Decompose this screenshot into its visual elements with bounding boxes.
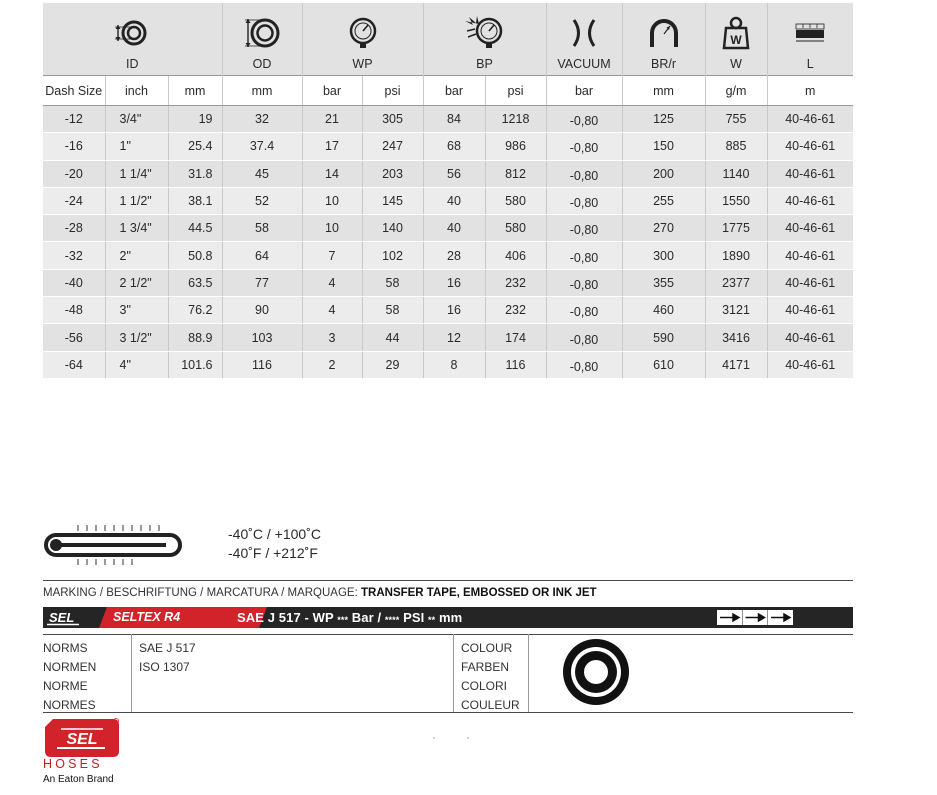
table-cell: 203 xyxy=(362,160,423,187)
bend-radius-header xyxy=(622,3,705,76)
unit-cell: bar xyxy=(302,76,362,106)
table-cell: 885 xyxy=(705,133,767,160)
table-cell: 3 xyxy=(302,324,362,351)
norms-label: NORMES xyxy=(43,698,96,712)
table-row xyxy=(43,133,853,160)
table-cell: -0,80 xyxy=(546,133,622,160)
id-label: ID xyxy=(126,57,139,71)
norms-divider xyxy=(453,634,454,712)
table-cell: 58 xyxy=(362,269,423,296)
table-cell: -12 xyxy=(43,106,105,133)
norms-divider xyxy=(131,634,132,712)
table-cell: 40-46-61 xyxy=(767,351,853,378)
unit-cell: mm xyxy=(222,76,302,106)
table-cell: 40-46-61 xyxy=(767,160,853,187)
table-cell: 84 xyxy=(423,106,485,133)
norms-label: NORMS xyxy=(43,641,88,655)
mm-stars: ** xyxy=(428,615,436,625)
marking-divider xyxy=(43,580,853,581)
table-cell: -64 xyxy=(43,351,105,378)
unit-cell: m xyxy=(767,76,853,106)
table-cell: 174 xyxy=(485,324,546,351)
mm-unit: mm xyxy=(438,610,463,625)
vacuum-label: VACUUM xyxy=(557,57,611,71)
table-cell: 101.6 xyxy=(168,351,222,378)
table-cell: 90 xyxy=(222,297,302,324)
colour-label: COULEUR xyxy=(461,698,520,712)
table-cell: 3121 xyxy=(705,297,767,324)
table-cell: 4 xyxy=(302,297,362,324)
norms-bottom-border xyxy=(43,712,853,713)
norms-top-border xyxy=(43,634,853,635)
product-name: SELTEX R4 xyxy=(113,610,181,624)
table-cell: 1 1/2" xyxy=(105,187,168,214)
table-cell: 7 xyxy=(302,242,362,269)
table-cell: 986 xyxy=(485,133,546,160)
table-cell: -28 xyxy=(43,215,105,242)
table-cell: 28 xyxy=(423,242,485,269)
table-cell: 40 xyxy=(423,187,485,214)
table-cell: 16 xyxy=(423,269,485,296)
spec-table xyxy=(43,3,853,379)
table-cell: 1890 xyxy=(705,242,767,269)
sel-logo xyxy=(43,717,121,759)
table-cell: 255 xyxy=(622,187,705,214)
marking-text xyxy=(43,587,597,599)
table-cell: 200 xyxy=(622,160,705,187)
table-cell: 3/4" xyxy=(105,106,168,133)
table-cell: 125 xyxy=(622,106,705,133)
table-cell: 40 xyxy=(423,215,485,242)
table-cell: 580 xyxy=(485,187,546,214)
table-cell: 1218 xyxy=(485,106,546,133)
table-row xyxy=(43,242,853,269)
table-cell: 25.4 xyxy=(168,133,222,160)
table-cell: 8 xyxy=(423,351,485,378)
od-ring-icon xyxy=(241,15,283,51)
table-cell: 300 xyxy=(622,242,705,269)
burst-gauge-icon xyxy=(461,15,509,51)
table-cell: 40-46-61 xyxy=(767,215,853,242)
table-cell: 355 xyxy=(622,269,705,296)
table-cell: 590 xyxy=(622,324,705,351)
norms-divider xyxy=(528,634,529,712)
table-cell: 1 3/4" xyxy=(105,215,168,242)
table-cell: 31.8 xyxy=(168,160,222,187)
table-cell: 44 xyxy=(362,324,423,351)
table-cell: 4 xyxy=(302,269,362,296)
table-row xyxy=(43,351,853,378)
psi-unit: PSI xyxy=(403,610,425,625)
table-cell: 21 xyxy=(302,106,362,133)
bend-radius-icon xyxy=(647,17,681,49)
norms-label: NORME xyxy=(43,679,88,693)
svg-text:SEL: SEL xyxy=(66,731,98,748)
table-cell: 45 xyxy=(222,160,302,187)
unit-cell: bar xyxy=(423,76,485,106)
table-cell: 232 xyxy=(485,269,546,296)
table-cell: 1" xyxy=(105,133,168,160)
table-cell: 77 xyxy=(222,269,302,296)
table-row xyxy=(43,269,853,296)
table-cell: -40 xyxy=(43,269,105,296)
table-cell: 145 xyxy=(362,187,423,214)
table-cell: 406 xyxy=(485,242,546,269)
table-cell: 50.8 xyxy=(168,242,222,269)
table-cell: -0,80 xyxy=(546,187,622,214)
table-cell: 1775 xyxy=(705,215,767,242)
norms-label: NORMEN xyxy=(43,660,97,674)
weight-label: W xyxy=(730,57,742,71)
table-cell: 37.4 xyxy=(222,133,302,160)
table-cell: 56 xyxy=(423,160,485,187)
wp-stars: *** xyxy=(337,615,349,625)
table-cell: 2 xyxy=(302,351,362,378)
norms-value: SAE J 517 xyxy=(139,641,196,655)
table-cell: 610 xyxy=(622,351,705,378)
bp-header xyxy=(423,3,546,76)
table-cell: 32 xyxy=(222,106,302,133)
brand-tagline: An Eaton Brand xyxy=(43,774,114,785)
unit-cell: mm xyxy=(622,76,705,106)
table-row xyxy=(43,187,853,214)
wp-label: WP xyxy=(352,57,373,71)
unit-cell: g/m xyxy=(705,76,767,106)
norms-value: ISO 1307 xyxy=(139,660,190,674)
table-cell: -16 xyxy=(43,133,105,160)
pressure-gauge-icon xyxy=(346,16,380,50)
vacuum-icon xyxy=(567,18,601,48)
unit-cell: psi xyxy=(362,76,423,106)
table-cell: 38.1 xyxy=(168,187,222,214)
temperature-celsius: -40˚C / +100˚C xyxy=(228,526,321,542)
table-cell: 58 xyxy=(362,297,423,324)
bar-unit: Bar / xyxy=(351,610,382,625)
table-cell: 247 xyxy=(362,133,423,160)
table-cell: -0,80 xyxy=(546,351,622,378)
table-cell: 17 xyxy=(302,133,362,160)
table-cell: 3416 xyxy=(705,324,767,351)
table-cell: -0,80 xyxy=(546,160,622,187)
table-row xyxy=(43,160,853,187)
table-cell: 29 xyxy=(362,351,423,378)
table-cell: 44.5 xyxy=(168,215,222,242)
unit-cell: inch xyxy=(105,76,168,106)
sel-mini-logo-icon xyxy=(43,607,99,628)
std-prefix: SAE J 517 - WP xyxy=(237,610,334,625)
svg-text:W: W xyxy=(730,33,742,47)
weight-icon xyxy=(721,16,751,50)
table-cell: 1550 xyxy=(705,187,767,214)
table-cell: 12 xyxy=(423,324,485,351)
direction-arrows-icon xyxy=(717,610,793,625)
table-cell: 2" xyxy=(105,242,168,269)
table-cell: -24 xyxy=(43,187,105,214)
table-cell: 1140 xyxy=(705,160,767,187)
table-cell: -0,80 xyxy=(546,106,622,133)
table-cell: 2377 xyxy=(705,269,767,296)
table-cell: 116 xyxy=(222,351,302,378)
svg-text:SEL: SEL xyxy=(49,610,75,625)
marking-label: MARKING / BESCHRIFTUNG / MARCATURA / MARQUAGE: xyxy=(43,587,358,599)
table-cell: 150 xyxy=(622,133,705,160)
brand-name: HOSES xyxy=(43,757,103,771)
colour-label: COLOUR xyxy=(461,641,513,655)
decorative-dots xyxy=(432,736,482,740)
hose-cross-section-icon xyxy=(562,638,630,706)
marking-standard xyxy=(237,610,462,625)
norms-labels xyxy=(43,639,96,715)
table-cell: -0,80 xyxy=(546,242,622,269)
table-cell: 4" xyxy=(105,351,168,378)
unit-cell: mm xyxy=(168,76,222,106)
table-cell: 812 xyxy=(485,160,546,187)
wp-header xyxy=(302,3,423,76)
table-cell: 40-46-61 xyxy=(767,297,853,324)
table-cell: 88.9 xyxy=(168,324,222,351)
id-ring-icon xyxy=(112,18,152,48)
table-body xyxy=(43,106,853,379)
od-header xyxy=(222,3,302,76)
table-cell: -20 xyxy=(43,160,105,187)
table-row xyxy=(43,106,853,133)
table-row xyxy=(43,297,853,324)
table-cell: 103 xyxy=(222,324,302,351)
table-cell: 63.5 xyxy=(168,269,222,296)
table-cell: 40-46-61 xyxy=(767,324,853,351)
table-cell: 755 xyxy=(705,106,767,133)
table-cell: 2 1/2" xyxy=(105,269,168,296)
table-cell: 270 xyxy=(622,215,705,242)
temperature-fahrenheit: -40˚F / +212˚F xyxy=(228,545,318,561)
vacuum-header xyxy=(546,3,622,76)
table-cell: -32 xyxy=(43,242,105,269)
units-row xyxy=(43,76,853,106)
table-cell: 460 xyxy=(622,297,705,324)
table-cell: 14 xyxy=(302,160,362,187)
table-cell: 40-46-61 xyxy=(767,269,853,296)
table-cell: 580 xyxy=(485,215,546,242)
table-cell: 305 xyxy=(362,106,423,133)
table-cell: 76.2 xyxy=(168,297,222,324)
table-cell: -48 xyxy=(43,297,105,324)
table-cell: 40-46-61 xyxy=(767,106,853,133)
table-cell: 3" xyxy=(105,297,168,324)
table-cell: 40-46-61 xyxy=(767,187,853,214)
length-header xyxy=(767,3,853,76)
table-cell: 116 xyxy=(485,351,546,378)
product-marking-bar xyxy=(43,607,853,628)
unit-cell: psi xyxy=(485,76,546,106)
table-row xyxy=(43,324,853,351)
bp-label: BP xyxy=(476,57,493,71)
colour-labels xyxy=(461,639,520,715)
norms-values xyxy=(139,639,196,677)
marking-value: TRANSFER TAPE, EMBOSSED OR INK JET xyxy=(361,587,597,599)
header-icon-row xyxy=(43,3,853,76)
table-cell: -0,80 xyxy=(546,215,622,242)
table-cell: 40-46-61 xyxy=(767,133,853,160)
table-cell: 19 xyxy=(168,106,222,133)
bend-radius-label: BR/r xyxy=(651,57,676,71)
table-cell: 16 xyxy=(423,297,485,324)
colour-label: COLORI xyxy=(461,679,508,693)
psi-stars: **** xyxy=(384,615,400,625)
table-cell: -0,80 xyxy=(546,269,622,296)
table-cell: -0,80 xyxy=(546,297,622,324)
table-cell: 40-46-61 xyxy=(767,242,853,269)
colour-label: FARBEN xyxy=(461,660,510,674)
table-cell: 4171 xyxy=(705,351,767,378)
length-label: L xyxy=(806,57,814,71)
weight-header xyxy=(705,3,767,76)
unit-cell: bar xyxy=(546,76,622,106)
table-cell: 52 xyxy=(222,187,302,214)
table-cell: -0,80 xyxy=(546,324,622,351)
table-cell: 68 xyxy=(423,133,485,160)
length-icon xyxy=(793,20,827,46)
table-row xyxy=(43,215,853,242)
table-cell: 10 xyxy=(302,187,362,214)
table-cell: 3 1/2" xyxy=(105,324,168,351)
table-cell: 64 xyxy=(222,242,302,269)
od-label: OD xyxy=(252,57,272,71)
table-cell: -56 xyxy=(43,324,105,351)
id-header xyxy=(43,3,222,76)
table-cell: 102 xyxy=(362,242,423,269)
table-cell: 58 xyxy=(222,215,302,242)
unit-cell: Dash Size xyxy=(43,76,105,106)
table-cell: 232 xyxy=(485,297,546,324)
table-cell: 10 xyxy=(302,215,362,242)
table-cell: 140 xyxy=(362,215,423,242)
table-cell: 1 1/4" xyxy=(105,160,168,187)
